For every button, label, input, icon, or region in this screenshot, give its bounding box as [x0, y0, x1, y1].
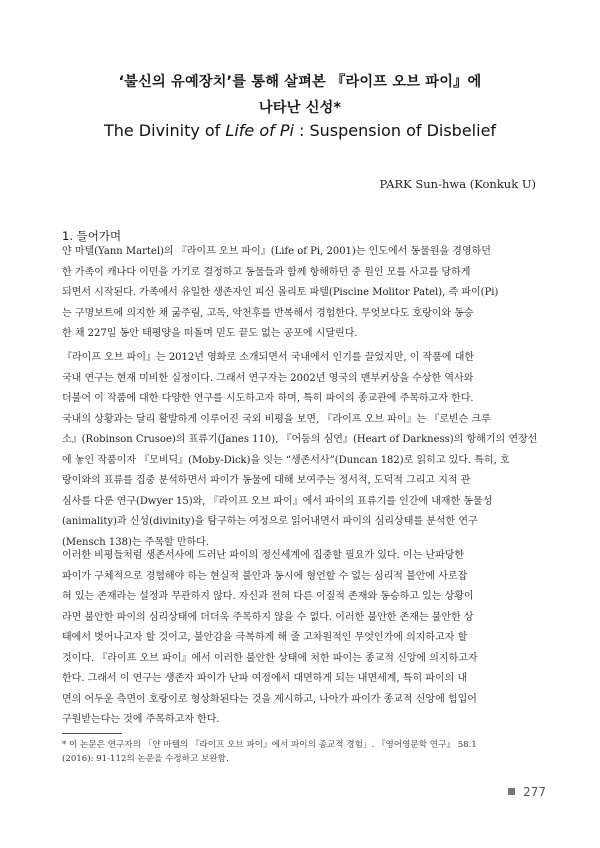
paragraph-line: 에 놓인 작품이자 『모비딕』(Moby-Dick)을 잇는 “생존서사”(Duncan 182)로 읽히고 있다. 특히, 호	[62, 454, 510, 466]
paragraph-line: 것이다. 『라이프 오브 파이』에서 이러한 불안한 상태에 처한 파이는 종교적 신앙에 의지하고자	[62, 652, 478, 664]
paragraph-line: 태에서 벗어나고자 할 것이고, 불안감을 극복하게 해 줄 고차원적인 무엇인가에 의지하고자 할	[62, 632, 468, 643]
paragraph-2	[62, 348, 540, 553]
paragraph-line: 한다. 그래서 이 연구는 생존자 파이가 난파 여정에서 대면하게 되는 내면세계, 특히 파이의 내	[62, 673, 468, 684]
paragraph-line: 심사를 다룬 연구(Dwyer 15)와, 『라이프 오브 파이』에서 파이의 표류기를 인간에 내재한 동물성	[62, 495, 493, 507]
paragraph-line: 면의 어두운 측면이 호랑이로 형상화된다는 것을 제시하고, 나아가 파이가 종교적 신앙에 힘입어	[62, 693, 477, 705]
page-number-text: 277	[523, 785, 546, 799]
footnote-divider	[62, 733, 122, 734]
paragraph-line: 국내의 상황과는 달리 활발하게 이루어진 국외 비평을 보면, 『라이프 오브 파이』는 『로빈슨 크루	[62, 413, 491, 425]
paragraph-line: 혀 있는 존재라는 설정과 무관하지 않다. 자신과 전혀 다른 이질적 존재와 동승하고 있는 상황이	[62, 591, 474, 602]
paragraph-1	[62, 242, 540, 345]
paragraph-line: 는 구명보트에 의지한 채 굶주림, 고독, 악천후를 반복해서 경험한다. 무엇보다도 호랑이와 동승	[62, 307, 474, 319]
title-english-prefix: The Divinity of	[103, 121, 226, 140]
paragraph-line: 국내 연구는 현재 미비한 실정이다. 그래서 연구자는 2002년 영국의 맨부커상을 수상한 역사와	[62, 372, 474, 384]
square-bullet-icon	[508, 788, 515, 795]
title-english	[0, 121, 600, 140]
paragraph-line: 되면서 시작된다. 가족에서 유일한 생존자인 피신 몰리토 파텔(Piscine Molitor Patel), 즉 파이(Pi)	[62, 287, 499, 298]
paragraph-line: 파이가 구체적으로 경험해야 하는 현실적 불안과 동시에 형언할 수 없는 심리적 불안에 사로잡	[62, 570, 468, 582]
paragraph-line: 『라이프 오브 파이』는 2012년 영화로 소개되면서 국내에서 인기를 끌었지만, 이 작품에 대한	[62, 352, 475, 363]
author-name: PARK Sun-hwa (Konkuk U)	[379, 177, 536, 191]
paragraph-line: (animality)과 신성(divinity)을 탐구하는 여정으로 읽어내면서 파이의 심리상태를 분석한 연구	[62, 516, 478, 527]
paragraph-line: (Mensch 138)는 주목할 만하다.	[62, 536, 209, 548]
paragraph-line: 이러한 비평들처럼 생존서사에 드러난 파이의 정신세계에 집중할 필요가 있다. 이는 난파당한	[62, 550, 465, 561]
paragraph-line: 구원받는다는 것에 주목하고자 한다.	[62, 714, 220, 725]
paragraph-line: 소』(Robinson Crusoe)의 표류기(Janes 110), 『어둠의 심연』(Heart of Darkness)의 항해기의 연장선	[62, 434, 538, 445]
paragraph-line: 더불어 이 작품에 대한 다양한 연구를 시도하고자 하며, 특히 파이의 종교관에 주목하고자 한다.	[62, 393, 474, 404]
footnote-line: (2016): 91-112의 논문을 수정하고 보완함.	[62, 754, 229, 764]
page-number	[508, 785, 546, 799]
title-korean-line2: 나타난 신성*	[258, 100, 342, 116]
footnote-line: * 이 논문은 연구자의 「얀 마텔의 『라이프 오브 파이』에서 파이의 종교적 경험」. 『영어영문학 연구』 58.1	[62, 740, 477, 750]
footnote	[62, 738, 540, 766]
paragraph-line: 한 채 227일 동안 태평양을 떠돌며 믿도 끝도 없는 공포에 시달린다.	[62, 328, 358, 339]
paragraph-line: 라면 불안한 파이의 심리상태에 더더욱 주목하지 않을 수 없다. 이러한 불안한 존재는 불안한 상	[62, 611, 474, 623]
title-english-italic: Life of Pi	[225, 121, 294, 140]
paragraph-line: 한 가족이 캐나다 이민을 가기로 결정하고 동물들과 함께 항해하던 중 원인 모를 사고를 당하게	[62, 266, 471, 278]
paragraph-3	[62, 546, 540, 731]
paragraph-line: 얀 마텔(Yann Martel)의 『라이프 오브 파이』(Life of Pi, 2001)는 인도에서 동물원을 경영하던	[62, 246, 491, 257]
paragraph-line: 랑이와의 표류를 집중 분석하면서 파이가 동물에 대해 보여주는 정서적, 도덕적 그리고 지적 관	[62, 475, 471, 486]
section-heading: 1. 들어가며	[62, 229, 122, 243]
title-english-suffix: : Suspension of Disbelief	[293, 121, 497, 140]
title-korean-line1: ‘불신의 유예장치’를 통해 살펴본 『라이프 오브 파이』에	[118, 74, 482, 90]
